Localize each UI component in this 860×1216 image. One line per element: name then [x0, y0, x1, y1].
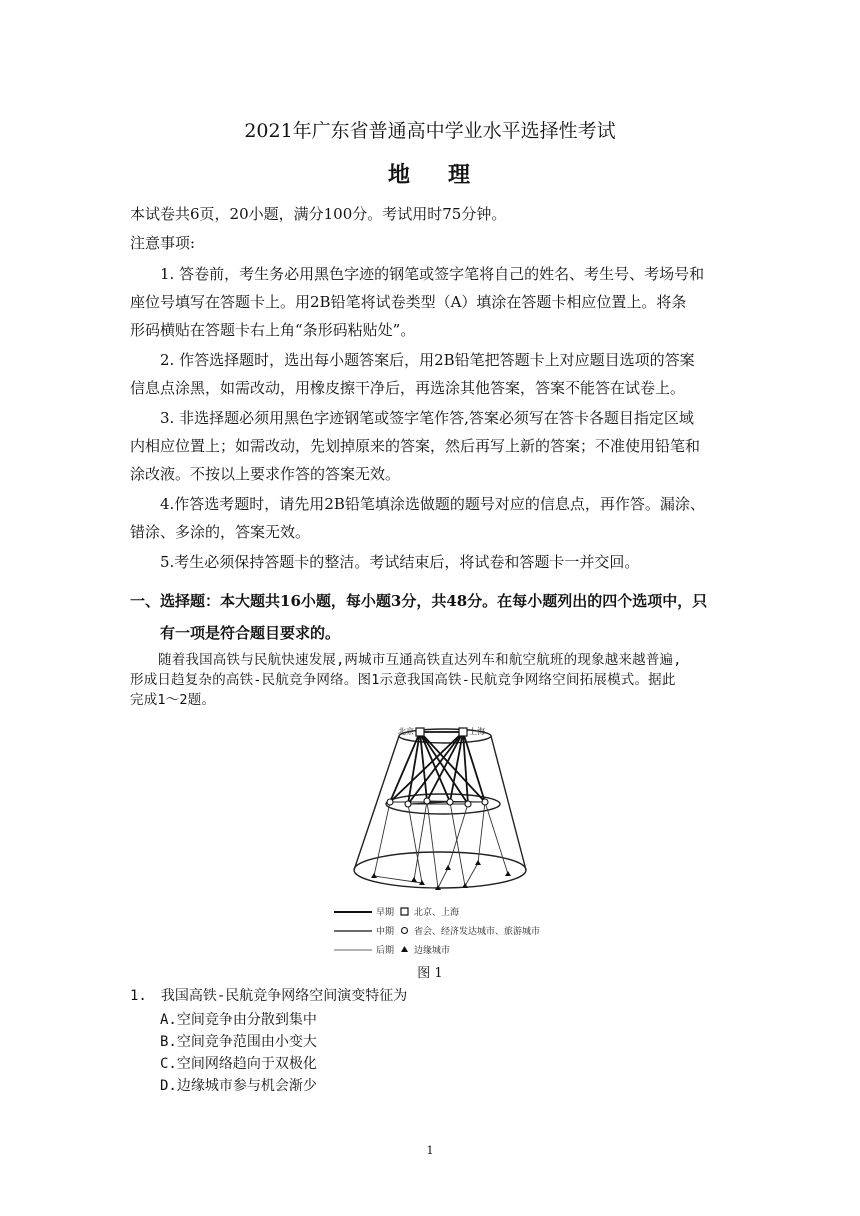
section-line-2: 有一项是符合题目要求的。 [160, 624, 341, 642]
notice-heading: 注意事项: [130, 234, 196, 252]
notice-item-2 [130, 346, 742, 402]
legend-late-text: 边缘城市 [414, 946, 451, 956]
section-line-1: 一、选择题：本大题共16小题，每小题3分，共48分。在每小题列出的四个选项中，只 [130, 592, 708, 610]
subject-char-2: 理 [448, 162, 473, 188]
option-d: D.边缘城市参与机会渐少 [160, 1078, 317, 1094]
notice-3-line-2: 内相应位置上；如需改动，先划掉原来的答案，然后再写上新的答案；不准使用铅笔和 [130, 437, 701, 455]
subject-char-1: 地 [387, 162, 412, 188]
subject-title [0, 158, 860, 189]
legend [334, 906, 540, 956]
notice-3-line-1: 3. 非选择题必须用黑色字迹钢笔或签字笔作答,答案必须写在答卡各题目指定区域 [160, 409, 694, 427]
section-heading [130, 585, 745, 649]
notice-1-line-3: 形码横贴在答题卡右上角“条形码粘贴处”。 [130, 321, 416, 339]
legend-early-period: 早期 [376, 908, 395, 918]
legend-mid-period: 中期 [376, 927, 395, 937]
label-shanghai: 上海 [469, 727, 485, 736]
question-number: 1. [130, 988, 147, 1004]
figure-caption: 图 1 [417, 966, 443, 981]
notice-item-4 [130, 490, 742, 546]
page-number: 1 [426, 1144, 434, 1157]
passage-line-3: 完成1～2题。 [130, 692, 216, 708]
notice-item-5 [130, 548, 742, 576]
reading-passage [130, 650, 745, 710]
notice-2-line-1: 2. 作答选择题时，选出每小题答案后，用2B铅笔把答题卡上对应题目选项的答案 [160, 351, 695, 369]
notice-1-line-1: 1. 答卷前，考生务必用黑色字迹的钢笔或签字笔将自己的姓名、考生号、考场号和 [160, 265, 705, 283]
notice-5-line-1: 5.考生必须保持答题卡的整洁。考试结束后，将试卷和答题卡一并交回。 [160, 553, 640, 571]
notice-2-line-2: 信息点涂黑，如需改动，用橡皮擦干净后，再选涂其他答案，答案不能答在试卷上。 [130, 379, 686, 397]
option-a: A.空间竞争由分散到集中 [160, 1012, 317, 1028]
notice-3-line-3: 涂改液。不按以上要求作答的答案无效。 [130, 465, 401, 483]
legend-mid-text: 省会、经济发达城市、旅游城市 [414, 927, 541, 937]
passage-line-2: 形成日趋复杂的高铁-民航竞争网络。图1示意我国高铁-民航竞争网络空间拓展模式。据此 [130, 672, 676, 688]
question-text: 我国高铁-民航竞争网络空间演变特征为 [160, 988, 408, 1004]
label-beijing: 北京 [398, 727, 414, 736]
notice-item-3 [130, 404, 742, 488]
notice-4-line-1: 4.作答选考题时，请先用2B铅笔填涂选做题的题号对应的信息点，再作答。漏涂、 [160, 495, 705, 513]
exam-title: 2021年广东省普通高中学业水平选择性考试 [244, 120, 616, 142]
legend-early-text: 北京、上海 [414, 908, 460, 918]
notice-4-line-2: 错涂、多涂的，答案无效。 [130, 523, 311, 541]
option-b: B.空间竞争范围由小变大 [160, 1034, 317, 1050]
exam-intro: 本试卷共6页，20小题，满分100分。考试用时75分钟。 [130, 205, 507, 223]
notice-1-line-2: 座位号填写在答题卡上。用2B铅笔将试卷类型（A）填涂在答题卡相应位置上。将条 [130, 293, 687, 311]
question-1-stem [130, 985, 407, 1007]
notice-item-1 [130, 260, 742, 344]
legend-late-period: 后期 [376, 946, 395, 956]
passage-line-1: 随着我国高铁与民航快速发展,两城市互通高铁直达列车和航空航班的现象越来越普遍, [158, 652, 682, 668]
figure-1-network-diagram [330, 718, 570, 960]
option-c: C.空间网络趋向于双极化 [160, 1056, 317, 1072]
